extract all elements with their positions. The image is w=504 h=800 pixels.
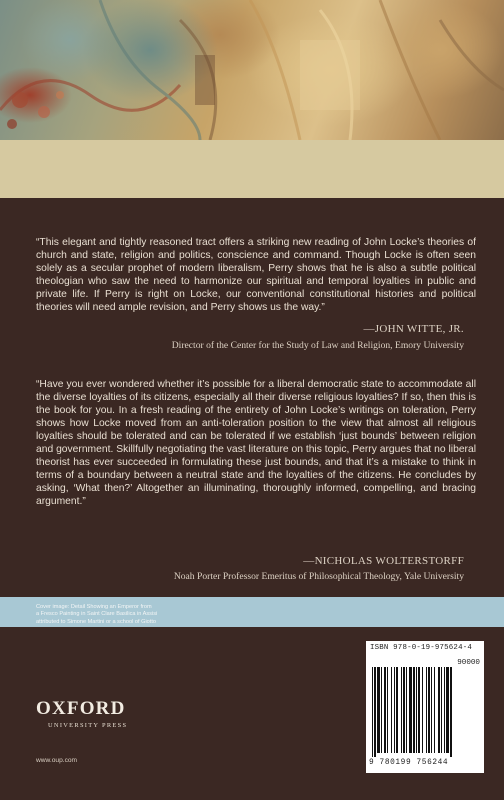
publisher-subtitle: UNIVERSITY PRESS bbox=[48, 722, 128, 729]
ean-number: 9 780199 756244 bbox=[369, 759, 449, 767]
fresco-detail-image bbox=[0, 0, 504, 140]
publisher-url: www.oup.com bbox=[36, 757, 78, 764]
cover-credit-line: attributed to Simone Martini or a school of Giotto bbox=[36, 618, 157, 625]
quote-author-title: Noah Porter Professor Emeritus of Philosophical Theology, Yale University bbox=[173, 571, 464, 582]
tan-band bbox=[0, 140, 504, 198]
publisher-logo: OXFORD bbox=[36, 698, 126, 719]
quote-text: “Have you ever wondered whether it’s possible for a liberal democratic state to accommodate all the diverse loyalties of its citizens, especially all their diverse religious loyalties? If so, then this is the book for you. In a fresh reading of the entirety of John Locke’s writings on toleration, Perry shows how Locke moved from an anti-toleration position to the view that almost all religious loyalties should be tolerated and can be tolerated if we establish ‘just bounds’ between religion and government. Skillfully negotiating the vast literature on this topic, Perry argues that no liberal theorist has ever succeeded in formulating these just bounds, and that it’s a mistake to think in terms of a boundary between a neutral state and the loyalties of the citizens. He concludes by asking, ‘What then?’ Altogether an illuminating, thoroughly informed, compelling, and bracing argument.” bbox=[36, 379, 476, 507]
cover-credit-line: a Fresco Painting in Saint Clare Basilica in Assisi bbox=[36, 611, 158, 618]
quote-author-title: Director of the Center for the Study of Law and Religion, Emory University bbox=[171, 340, 464, 351]
quote-text: “This elegant and tightly reasoned tract offers a striking new reading of John Locke’s theories of church and state, religion and politics, conscience and command. Though Locke is often seen solely as a secular prophet of modern liberalism, Perry shows that he is also a subtle political theologian who saw the need to harmonize our spiritual and temporal loyalties in public and private life. If Perry is right on Locke, our conventional constitutional histories and political theories will need ample revision, and Perry shows us the way.” bbox=[36, 237, 476, 313]
cover-painting bbox=[0, 0, 504, 140]
quote-author: —NICHOLAS WOLTERSTORFF bbox=[303, 555, 464, 567]
barcode-icon bbox=[370, 667, 480, 757]
isbn-label: ISBN 978-0-19-975624-4 bbox=[370, 644, 472, 652]
price-code: 90000 bbox=[457, 659, 480, 667]
cover-credit-line: Cover image: Detail Showing an Emperor from bbox=[36, 604, 152, 610]
quote-author: —JOHN WITTE, JR. bbox=[363, 323, 464, 335]
barcode-box bbox=[366, 641, 484, 773]
cover-credit bbox=[36, 604, 296, 626]
